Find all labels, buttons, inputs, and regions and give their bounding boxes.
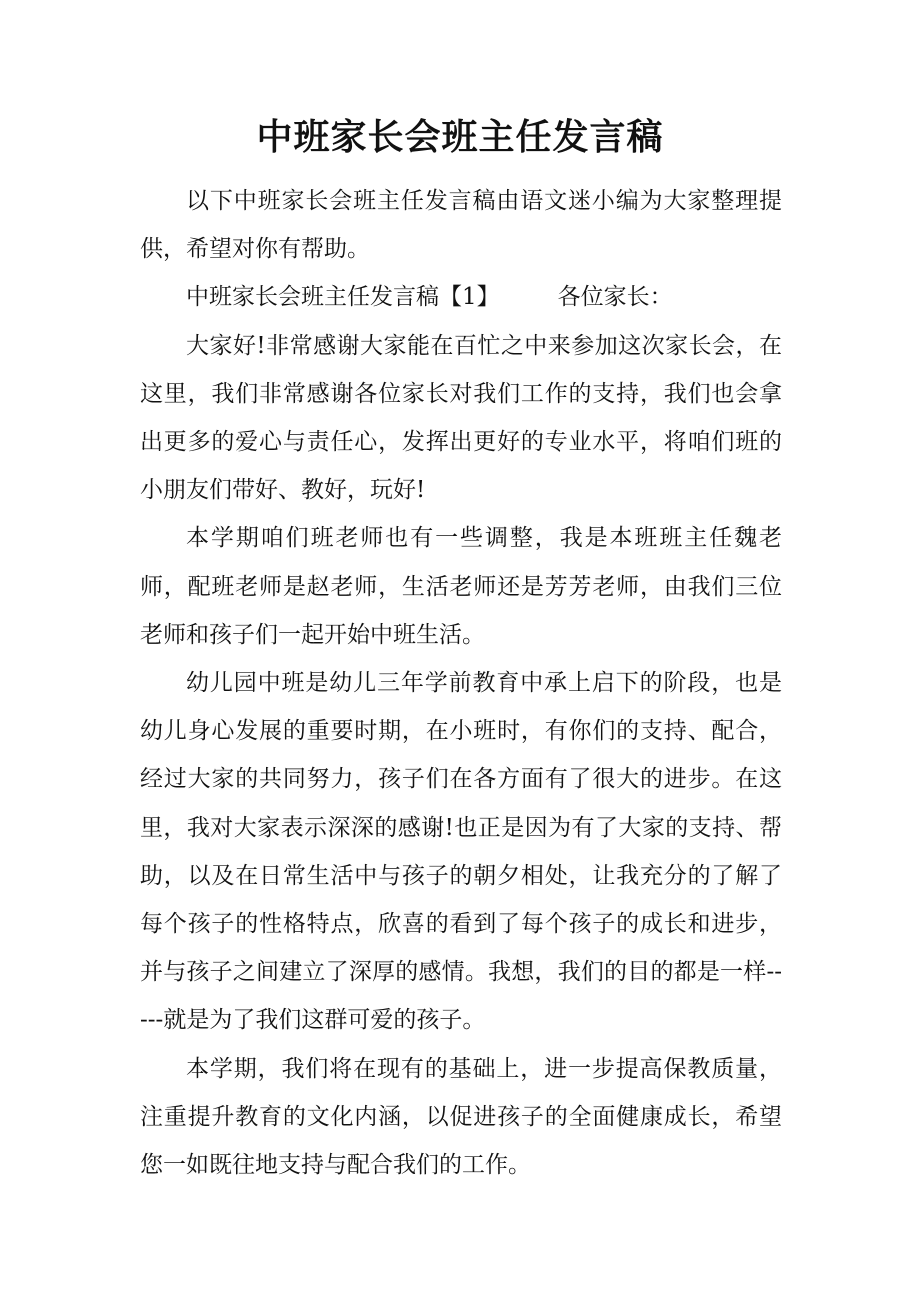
- body-paragraph-4: 本学期，我们将在现有的基础上，进一步提高保教质量，注重提升教育的文化内涵，以促进孩子的全面健康成长，希望您一如既往地支持与配合我们的工作。: [140, 1055, 782, 1179]
- section-heading: 中班家长会班主任发言稿【1】: [186, 284, 500, 311]
- document-body: [140, 177, 782, 1189]
- intro-paragraph: 以下中班家长会班主任发言稿由语文迷小编为大家整理提供，希望对你有帮助。: [140, 188, 782, 263]
- salutation: 各位家长：: [557, 284, 673, 311]
- document-title: 中班家长会班主任发言稿: [256, 116, 664, 158]
- section-heading-line: [140, 273, 782, 321]
- body-paragraph-3: 幼儿园中班是幼儿三年学前教育中承上启下的阶段，也是幼儿身心发展的重要时期，在小班时，有你们的支持、配合，经过大家的共同努力，孩子们在各方面有了很大的进步。在这里，我对大家表示深深的感谢!也正是因为有了大家的支持、帮助，以及在日常生活中与孩子的朝夕相处，让我充分的了解了每个孩子的性格特点，欣喜的看到了每个孩子的成长和进步，并与孩子之间建立了深厚的感情。我想，我们的目的都是一样-----就是为了我们这群可爱的孩子。: [140, 670, 782, 1034]
- body-paragraph-1: 大家好!非常感谢大家能在百忙之中来参加这次家长会，在这里，我们非常感谢各位家长对我们工作的支持，我们也会拿出更多的爱心与责任心，发挥出更好的专业水平，将咱们班的小朋友们带好、教好，玩好!: [140, 332, 782, 504]
- body-paragraph-2: 本学期咱们班老师也有一些调整，我是本班班主任魏老师，配班老师是赵老师，生活老师还是芳芳老师，由我们三位老师和孩子们一起开始中班生活。: [140, 525, 782, 648]
